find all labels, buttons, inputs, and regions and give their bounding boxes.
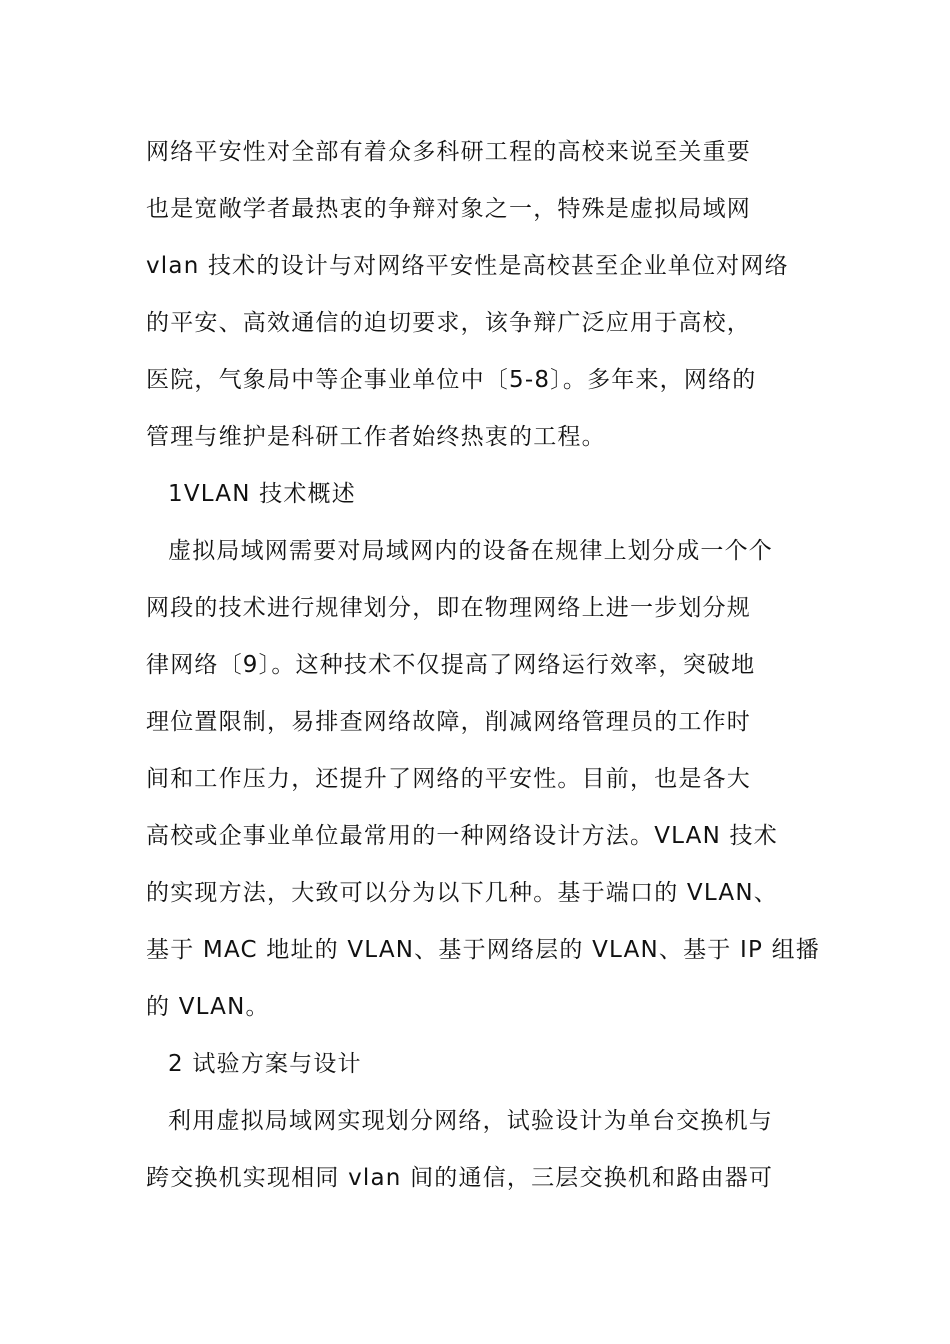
paragraph-line: 也是宽敞学者最热衷的争辩对象之一，特殊是虚拟局域网 — [146, 196, 751, 222]
paragraph-line: 基于 MAC 地址的 VLAN、基于网络层的 VLAN、基于 IP 组播 — [146, 937, 820, 963]
body-text — [146, 128, 820, 1211]
paragraph-line: 律网络〔9〕。这种技术不仅提高了网络运行效率，突破地 — [146, 652, 756, 678]
paragraph-line: 高校或企事业单位最常用的一种网络设计方法。VLAN 技术 — [146, 823, 778, 849]
paragraph-line: vlan 技术的设计与对网络平安性是高校甚至企业单位对网络 — [146, 253, 789, 279]
paragraph-line: 的 VLAN。 — [146, 994, 270, 1020]
paragraph-line: 虚拟局域网需要对局域网内的设备在规律上划分成一个个 — [168, 538, 773, 564]
paragraph-line: 跨交换机实现相同 vlan 间的通信，三层交换机和路由器可 — [146, 1165, 774, 1191]
paragraph-line: 管理与维护是科研工作者始终热衷的工程。 — [146, 424, 606, 450]
paragraph-line: 医院，气象局中等企事业单位中〔5-8〕。多年来，网络的 — [146, 367, 757, 393]
paragraph-line: 的平安、高效通信的迫切要求，该争辩广泛应用于高校， — [146, 310, 751, 336]
paragraph-line: 理位置限制，易排查网络故障，削减网络管理员的工作时 — [146, 709, 751, 735]
paragraph-line: 间和工作压力，还提升了网络的平安性。目前，也是各大 — [146, 766, 751, 792]
paragraph-line: 的实现方法，大致可以分为以下几种。基于端口的 VLAN、 — [146, 880, 778, 906]
paragraph-line: 网段的技术进行规律划分，即在物理网络上进一步划分规 — [146, 595, 751, 621]
section-heading: 1VLAN 技术概述 — [168, 481, 356, 507]
section-heading: 2 试验方案与设计 — [168, 1051, 362, 1077]
paragraph-line: 网络平安性对全部有着众多科研工程的高校来说至关重要 — [146, 139, 751, 165]
paragraph-line: 利用虚拟局域网实现划分网络，试验设计为单台交换机与 — [168, 1108, 773, 1134]
